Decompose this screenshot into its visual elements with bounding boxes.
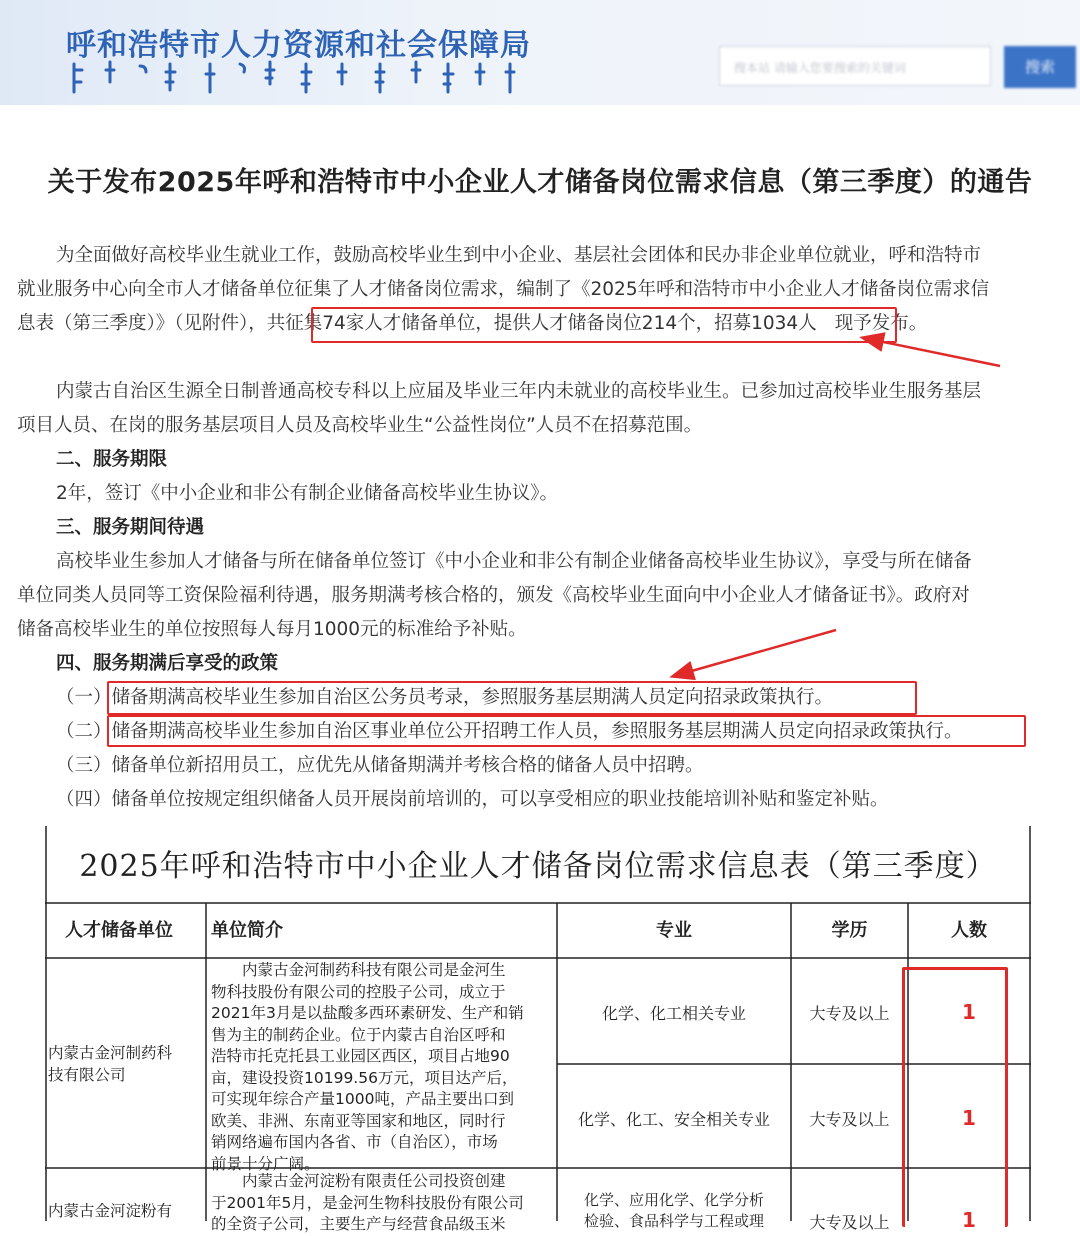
- intro-line-2: 就业服务中心向全市人才储备单位征集了人才储备岗位需求，编制了《2025年呼和浩特市中小企业人才储备岗位需求信: [17, 279, 990, 300]
- search-button[interactable]: 搜索: [1004, 46, 1076, 88]
- row1b-education: 大专及以上: [809, 1110, 890, 1129]
- th-unit: 人才储备单位: [65, 920, 173, 941]
- th-intro: 单位简介: [211, 920, 283, 941]
- policy2-num: （二）: [56, 721, 112, 742]
- search-input[interactable]: 搜本站 请输入您要搜索的关键词: [719, 46, 991, 86]
- row1-desc-line: 物科技股份有限公司的控股子公司，成立于: [211, 982, 506, 1001]
- row2-desc-line: 的全资子公司，主要生产与经营食品级玉米: [211, 1215, 506, 1233]
- th-major: 专业: [656, 920, 692, 941]
- intro-line-1: 为全面做好高校毕业生就业工作，鼓励高校毕业生到中小企业、基层社会团体和民办非企业单位就业，呼和浩特市: [56, 245, 982, 266]
- policy1-text: 储备期满高校毕业生参加自治区公务员考录，参照服务基层期满人员定向招录政策执行。: [111, 687, 834, 708]
- row1-desc-line: 2021年3月是以盐酸多西环素研发、生产和销: [211, 1004, 524, 1022]
- row1a-count: 1: [962, 1000, 976, 1024]
- section3-title: 三、服务期间待遇: [56, 517, 205, 538]
- row1-desc-line: 浩特市托克托县工业园区西区，项目占地90: [211, 1047, 510, 1065]
- section2-title: 二、服务期限: [56, 449, 168, 470]
- row1b-major: 化学、化工、安全相关专业: [577, 1110, 770, 1129]
- mongolian-script-logo-icon: [70, 60, 520, 96]
- policy1-num: （一）: [56, 687, 112, 708]
- section3-line-3: 储备高校毕业生的单位按照每人每月1000元的标准给予补贴。: [17, 619, 527, 640]
- row1-desc-line: 内蒙古金河制药科技有限公司是金河生: [211, 961, 506, 979]
- job-table: [45, 826, 1031, 1233]
- intro-line-3b: 现予发布。: [834, 313, 928, 334]
- row1-desc-line: 亩，建设投资10199.56万元，项目达产后，: [211, 1068, 518, 1087]
- row1a-education: 大专及以上: [809, 1004, 890, 1023]
- row1-unit-line1: 内蒙古金河制药科: [48, 1044, 173, 1062]
- row1-unit: [48, 1042, 204, 1086]
- row1-desc-line: 售为主的制药企业。位于内蒙古自治区呼和: [211, 1025, 506, 1044]
- highlight-box-policy1: [107, 681, 917, 715]
- highlight-box-count: [902, 967, 1008, 1227]
- scope-line-1: 内蒙古自治区生源全日制普通高校专科以上应届及毕业三年内未就业的高校毕业生。已参加过高校毕业生服务基层: [56, 381, 982, 402]
- row2-count: 1: [962, 1208, 976, 1232]
- row2-major-line: 化学、应用化学、化学分析: [583, 1191, 764, 1209]
- row1a-major: 化学、化工相关专业: [601, 1004, 746, 1023]
- section3-line-2: 单位同类人员同等工资保险福利待遇，服务期满考核合格的，颁发《高校毕业生面向中小企业人才储备证书》。政府对: [17, 585, 970, 606]
- row1-desc-line: 欧美、非洲、东南亚等国家和地区，同时行: [211, 1111, 506, 1130]
- policy2-text: 储备期满高校毕业生参加自治区事业单位公开招聘工作人员，参照服务基层期满人员定向招录政策执行。: [111, 721, 963, 742]
- article-title: 关于发布2025年呼和浩特市中小企业人才储备岗位需求信息（第三季度）的通告: [47, 167, 1033, 198]
- row1-description: [208, 960, 556, 1173]
- intro-highlight: 共征集74家人才储备单位，提供人才储备岗位214个，招募1034人: [266, 313, 817, 334]
- th-education: 学历: [831, 920, 868, 941]
- row1-desc-line: 前景十分广阔。: [211, 1154, 320, 1173]
- row2-description: [208, 1171, 556, 1233]
- row1-unit-line2: 技有限公司: [48, 1066, 126, 1084]
- th-count: 人数: [951, 920, 987, 941]
- section2-text: 2年，签订《中小企业和非公有制企业储备高校毕业生协议》。: [56, 483, 559, 504]
- scope-line-2: 项目人员、在岗的服务基层项目人员及高校毕业生“公益性岗位”人员不在招募范围。: [17, 415, 703, 436]
- row1-desc-line: 可实现年综合产量1000吨，产品主要出口到: [211, 1090, 514, 1108]
- row2-desc-line: 内蒙古金河淀粉有限责任公司投资创建: [211, 1172, 506, 1190]
- section4-title: 四、服务期满后享受的政策: [56, 653, 279, 674]
- row1b-count: 1: [962, 1106, 976, 1130]
- row1-desc-line: 销网络遍布国内各省、市（自治区），市场: [211, 1133, 498, 1151]
- table-title: 2025年呼和浩特市中小企业人才储备岗位需求信息表（第三季度）: [79, 849, 997, 884]
- intro-line-3a: 息表（第三季度）》（见附件），: [17, 313, 267, 334]
- row2-desc-line: 于2001年5月，是金河生物科技股份有限公司: [211, 1193, 524, 1212]
- arrow-to-policy1: [674, 630, 836, 676]
- row2-major: [557, 1190, 791, 1230]
- site-header: [0, 0, 1080, 105]
- row2-unit: 内蒙古金河淀粉有: [48, 1202, 173, 1220]
- site-name[interactable]: 呼和浩特市人力资源和社会保障局: [66, 28, 531, 63]
- row2-major-line: 检验、食品科学与工程或理: [583, 1212, 764, 1230]
- section3-line-1: 高校毕业生参加人才储备与所在储备单位签订《中小企业和非公有制企业储备高校毕业生协议》，享受与所在储备: [56, 551, 972, 572]
- highlight-box-intro: [311, 307, 897, 343]
- policy-4: （四）储备单位按规定组织储备人员开展岗前培训的，可以享受相应的职业技能培训补贴和鉴定补贴。: [56, 789, 889, 810]
- policy-3: （三）储备单位新招用员工，应优先从储备期满并考核合格的储备人员中招聘。: [56, 755, 704, 776]
- row2-education: 大专及以上: [809, 1213, 890, 1232]
- highlight-box-policy2: [107, 715, 1026, 747]
